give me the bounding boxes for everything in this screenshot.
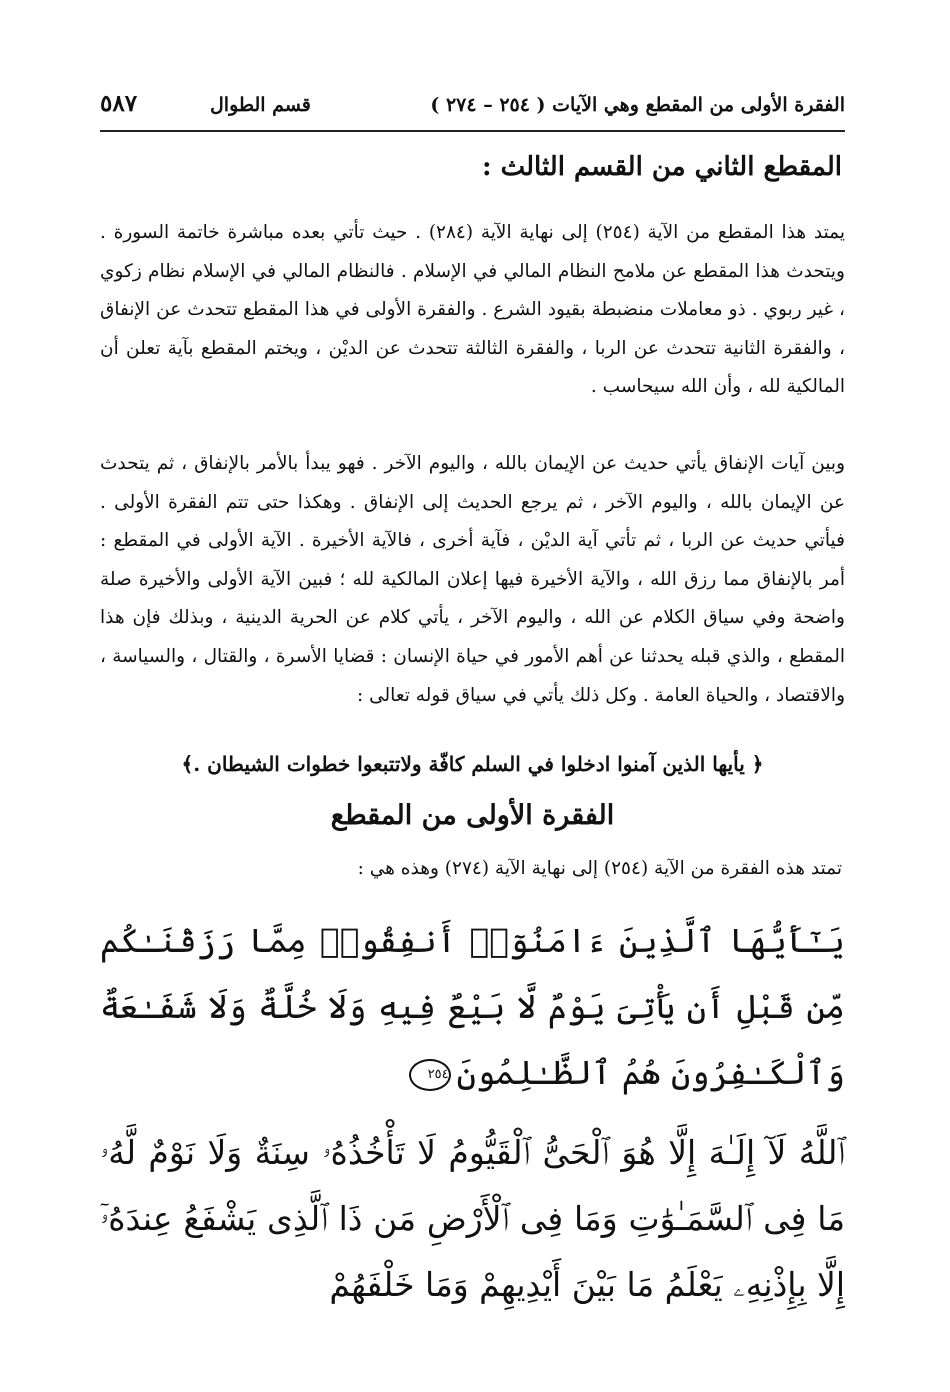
paragraph-2: وبين آيات الإنفاق يأتي حديث عن الإيمان بالله ، واليوم الآخر . فهو يبدأ بالأمر بالإنفاق ، ثم يتحدث عن الإيمان بالله ، واليوم الآخر ، ثم يرجع الحديث إلى الإنفاق . وهكذا حتى تتم الفقرة الأولى . فيأتي حديث عن الربا ، ثم تأتي آية الديْن ، فآية أخرى ، فالآية الأخيرة . الآية الأولى في المقطع : أمر بالإنفاق مما رزق الله ، والآية الأخيرة فيها إعلان المالكية لله ؛ فبين الآية الأولى والأخيرة صلة واضحة وفي سياق الكلام عن الله ، واليوم الآخر ، يأتي كلام عن الحرية الدينية ، وبذلك فإن هذا المقطع ، والذي قبله يحدثنا عن أهم الأمور في حياة الإنسان : قضايا الأسرة ، والقتال ، والسياسة ، والاقتصاد ، والحياة العامة . وكل ذلك يأتي في سياق قوله تعالى : xyxy=(100,453,845,706)
header-divider xyxy=(100,130,845,132)
verse-255: ٱللَّهُ لَآ إِلَـٰهَ إِلَّا هُوَ ٱلْحَىُّ ٱلْقَيُّومُ لَا تَأْخُذُهُۥ سِنَةٌ وَلَا نَوْمٌ لَّهُۥ مَا فِى ٱلسَّمَـٰوَٰتِ وَمَا فِى ٱلْأَرْضِ مَن ذَا ٱلَّذِى يَشْفَعُ عِندَهُۥٓ إِلَّا بِإِذْنِهِۦ يَعْلَمُ مَا بَيْنَ أَيْدِيهِمْ وَمَا خَلْفَهُمْ xyxy=(100,1133,845,1304)
verse-254-text: يَـٰٓأَيُّهَا ٱلَّذِينَ ءَامَنُوٓا۟ أَنفِقُوا۟ مِمَّا رَزَقْنَـٰكُم مِّن قَبْلِ أَن يَأْتِىَ يَوْمٌ لَّا بَيْعٌ فِيهِ وَلَا خُلَّةٌ وَلَا شَفَـٰعَةٌ وَٱلْكَـٰفِرُونَ هُمُ ٱلظَّـٰلِمُونَ xyxy=(100,921,845,1092)
section-name: قسم الطوال xyxy=(210,94,311,116)
page-header xyxy=(100,88,845,128)
paragraph-1: يمتد هذا المقطع من الآية (٢٥٤) إلى نهاية الآية (٢٨٤) . حيث تأتي بعده مباشرة خاتمة السورة . ويتحدث هذا المقطع عن ملامح النظام المالي في الإسلام . فالنظام المالي في الإسلام نظام زكوي ، غير ربوي . ذو معاملات منضبطة بقيود الشرع . والفقرة الأولى في هذا المقطع تتحدث عن الإنفاق ، والفقرة الثانية تتحدث عن الربا ، والفقرة الثالثة تتحدث عن الديْن ، ويختم المقطع بآية تعلن أن المالكية لله ، وأن الله سيحاسب . xyxy=(100,222,846,398)
quoted-verse: ﴿ يأيها الذين آمنوا ادخلوا في السلم كافّة ولاتتبعوا خطوات الشيطان .﴾ xyxy=(181,752,764,776)
running-title: الفقرة الأولى من المقطع وهي الآيات ( ٢٥٤ – ٢٧٤ ) xyxy=(430,94,845,116)
sub-heading: الفقرة الأولى من المقطع xyxy=(330,800,615,831)
ayah-number-mark: ٢٥٤ xyxy=(409,1059,451,1091)
section-heading: المقطع الثاني من القسم الثالث : xyxy=(481,152,842,182)
verse-254 xyxy=(100,908,845,1106)
page-number: ٥٨٧ xyxy=(100,90,138,117)
intro-line: تمتد هذه الفقرة من الآية (٢٥٤) إلى نهاية الآية (٢٧٤) وهذه هي : xyxy=(357,858,842,879)
